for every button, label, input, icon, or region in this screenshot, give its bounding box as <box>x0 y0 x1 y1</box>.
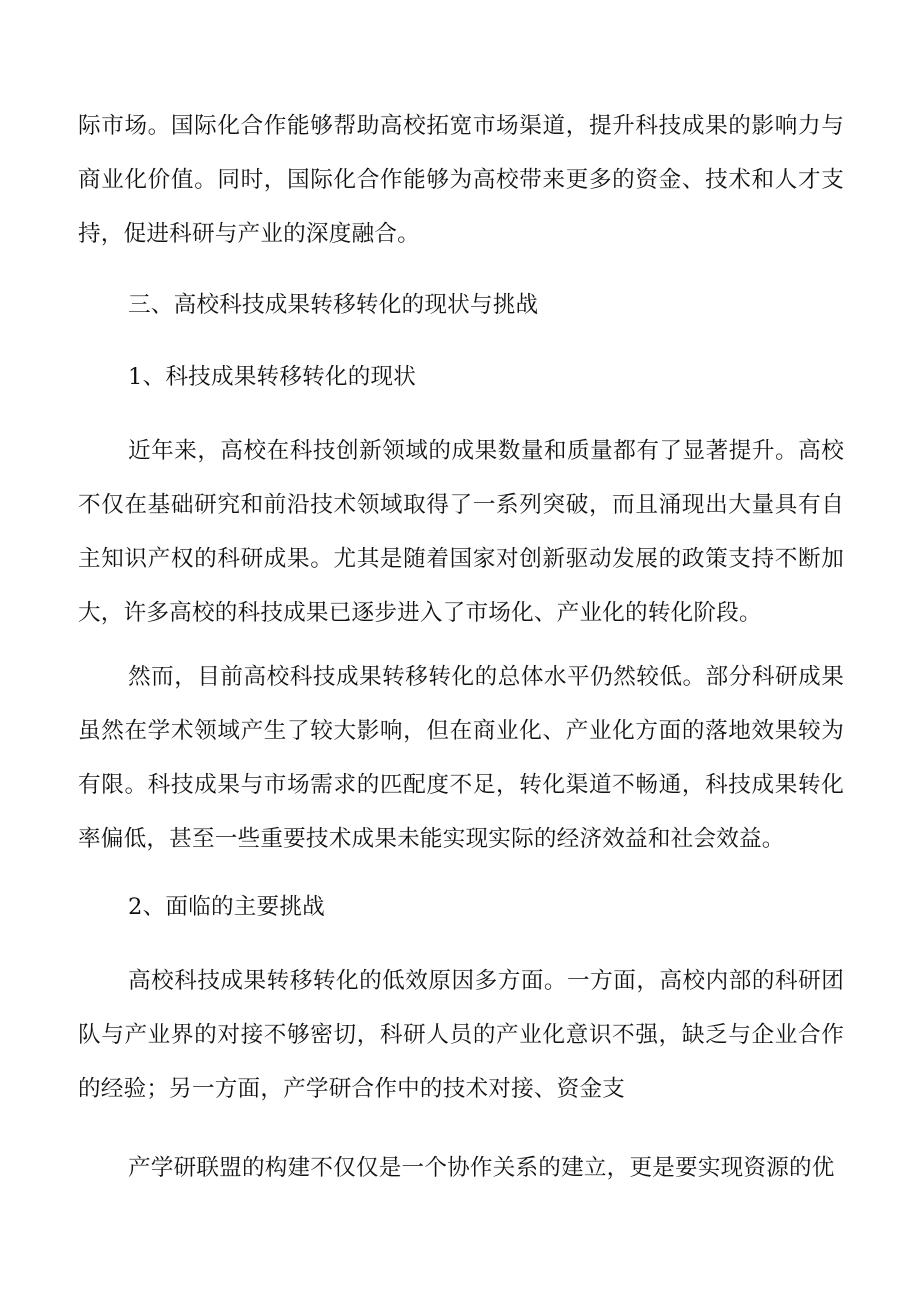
paragraph-status-low-conversion: 然而，目前高校科技成果转移转化的总体水平仍然较低。部分科研成果虽然在学术领域产生了较大影响，但在商业化、产业化方面的落地效果较为有限。科技成果与市场需求的匹配度不足，转化渠道不畅通，科技成果转化率偏低，甚至一些重要技术成果未能实现实际的经济效益和社会效益。 <box>78 664 844 852</box>
subheading-main-challenges: 2、面临的主要挑战 <box>128 894 325 920</box>
paragraph-alliance: 产学研联盟的构建不仅仅是一个协作关系的建立，更是要实现资源的优 <box>128 1155 835 1181</box>
paragraph-challenges: 高校科技成果转移转化的低效原因多方面。一方面，高校内部的科研团队与产业界的对接不够密切，科研人员的产业化意识不强，缺乏与企业合作的经验；另一方面，产学研合作中的技术对接、资金支 <box>78 968 844 1102</box>
paragraph-internationalization-continuation: 际市场。国际化合作能够帮助高校拓宽市场渠道，提升科技成果的影响力与商业化价值。同时，国际化合作能够为高校带来更多的资金、技术和人才支持，促进科研与产业的深度融合。 <box>78 113 844 247</box>
subheading-current-status: 1、科技成果转移转化的现状 <box>128 364 417 390</box>
section-heading-status-and-challenges: 三、高校科技成果转移转化的现状与挑战 <box>128 292 539 318</box>
paragraph-status-progress: 近年来，高校在科技创新领域的成果数量和质量都有了显著提升。高校不仅在基础研究和前沿技术领域取得了一系列突破，而且涌现出大量具有自主知识产权的科研成果。尤其是随着国家对创新驱动发展的政策支持不断加大，许多高校的科技成果已逐步进入了市场化、产业化的转化阶段。 <box>78 438 844 626</box>
